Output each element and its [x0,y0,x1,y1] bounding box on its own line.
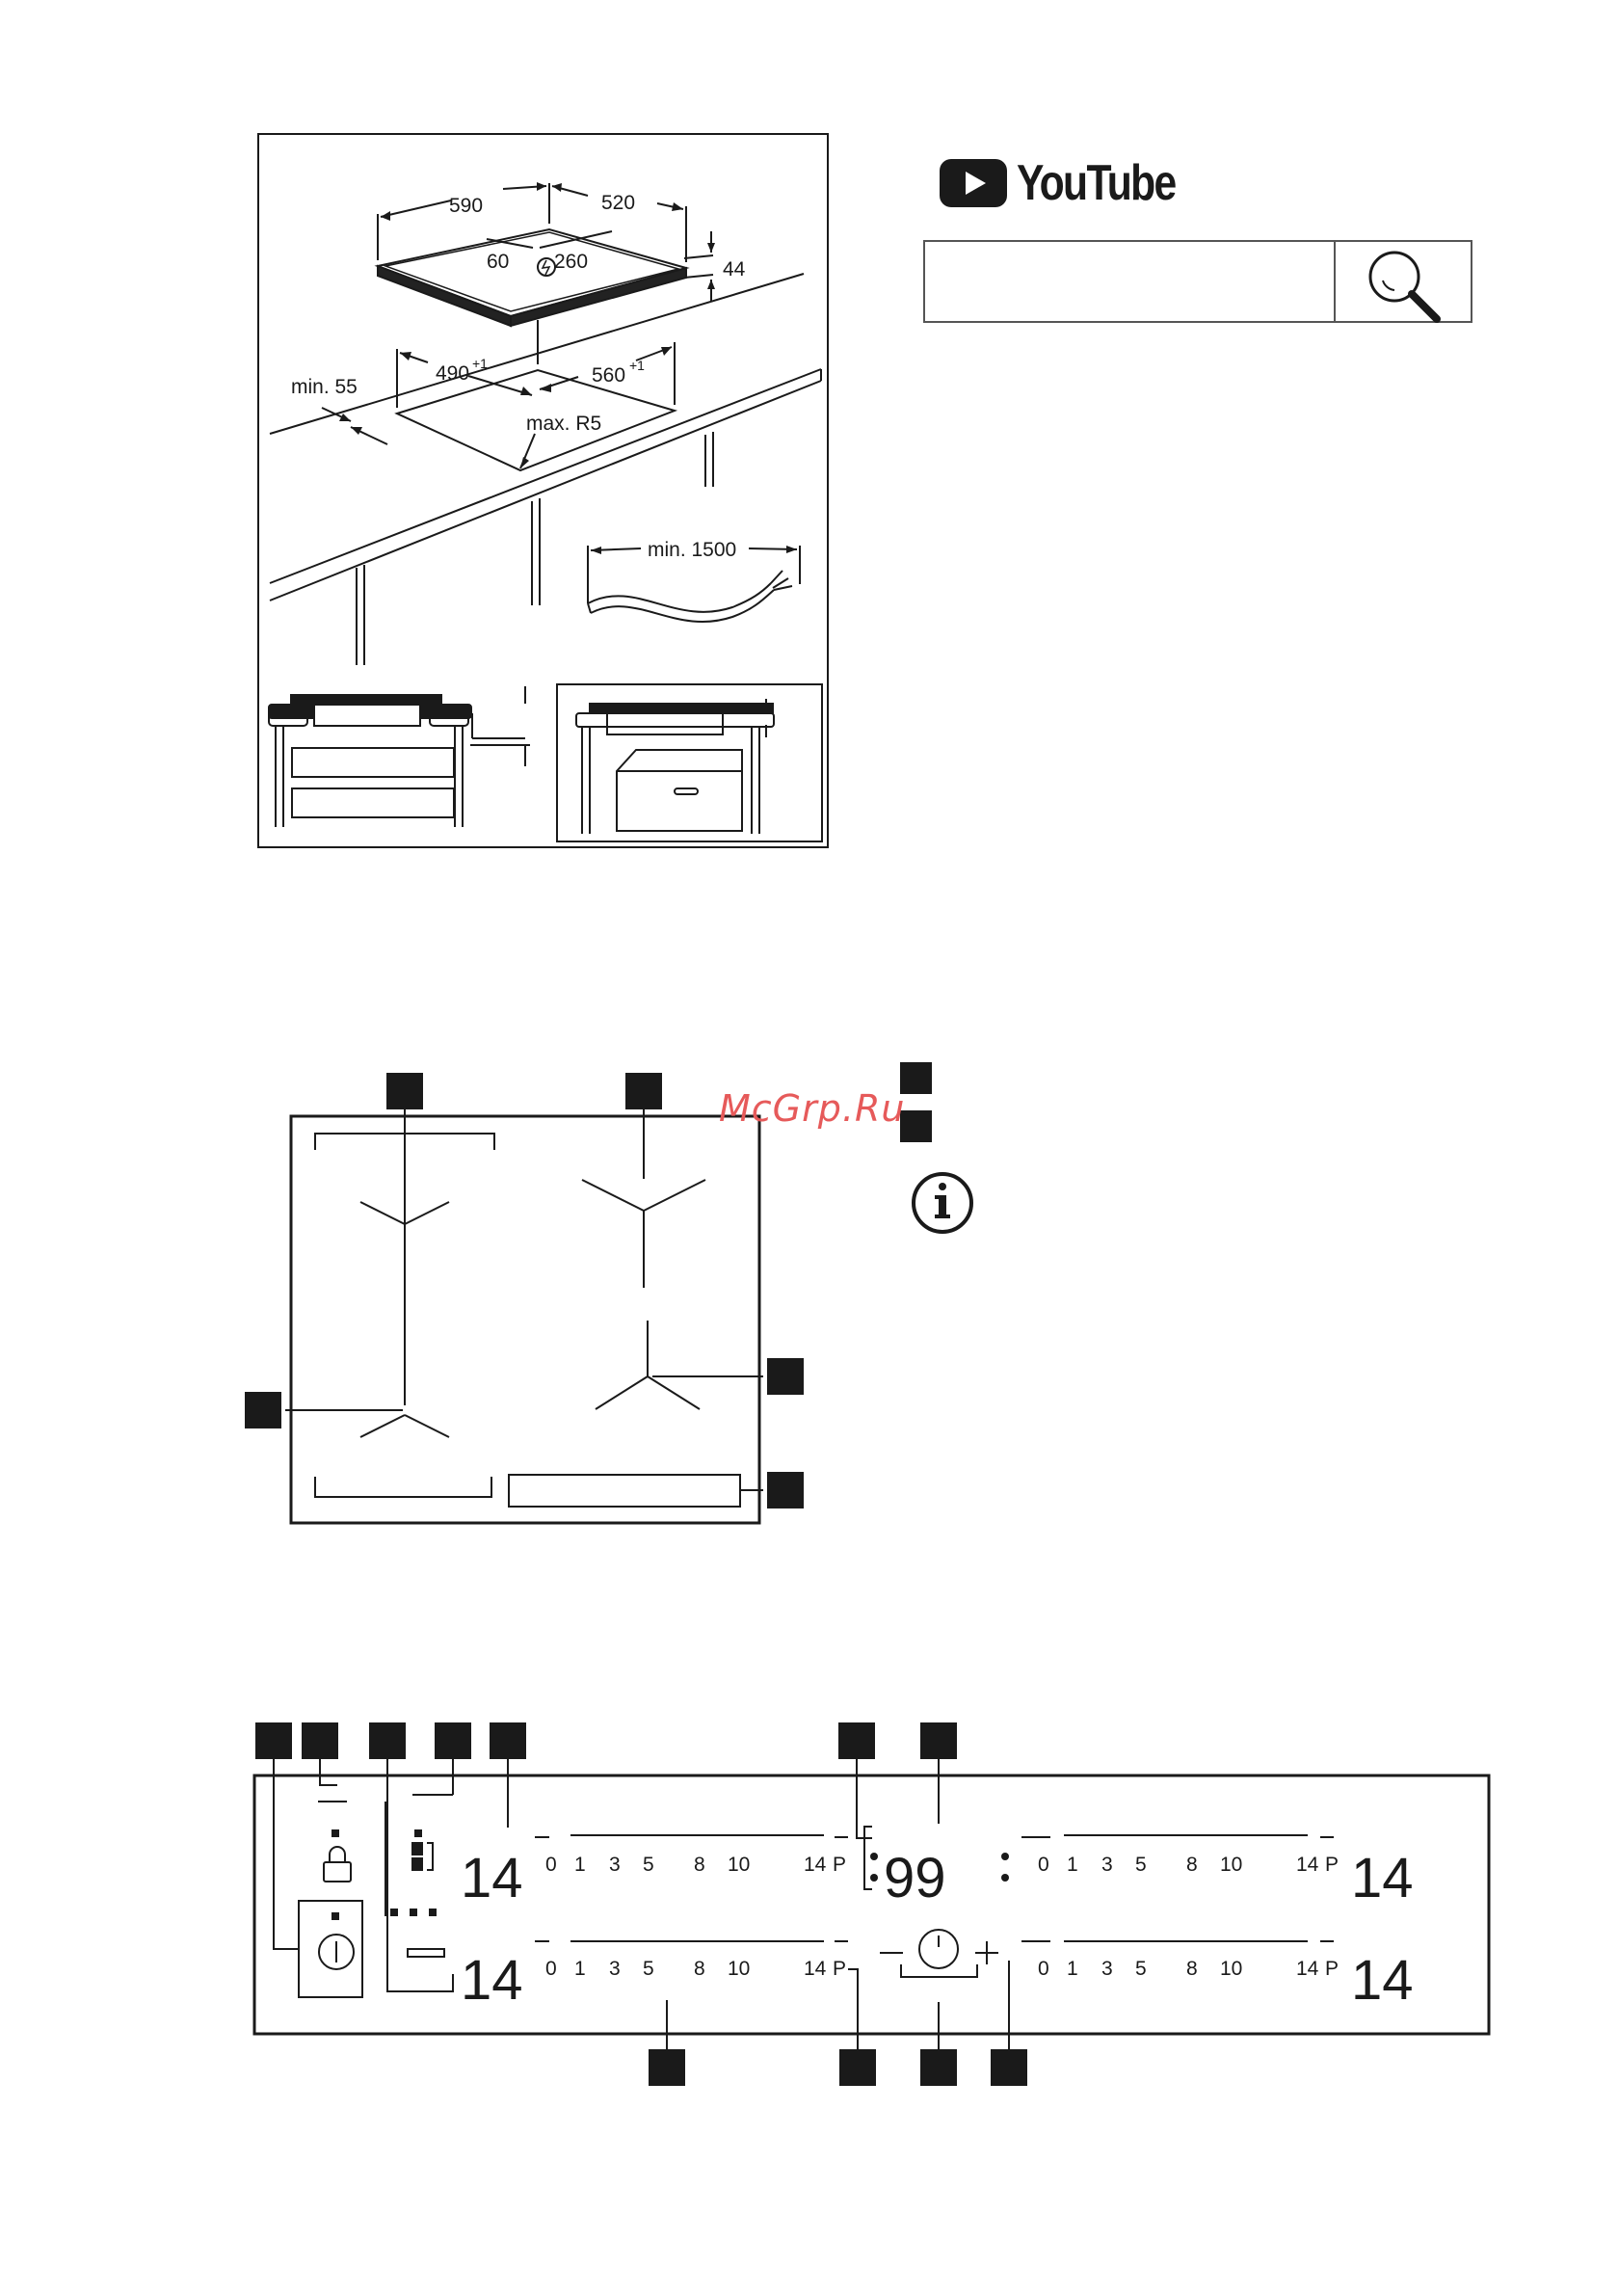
scale-label[interactable]: 8 [1186,1958,1198,1980]
timer-display: 99 [884,1847,946,1909]
scale-label[interactable]: 14 [804,1958,827,1980]
search-box [923,240,1472,323]
scale-label[interactable]: 10 [728,1958,751,1980]
info-icon [914,1174,971,1232]
panel-callout-3 [369,1722,406,1759]
power-display-tr: 14 [1351,1847,1414,1909]
scale-label[interactable]: 3 [609,1958,621,1980]
cutout-depth: 560 [592,364,626,387]
dim-60: 60 [487,251,510,273]
callout-4 [767,1358,804,1395]
scale-label[interactable]: P [1325,1958,1339,1980]
scale-label[interactable]: 0 [545,1958,557,1980]
cutout-width: 490 [436,362,470,385]
scale-label[interactable]: 10 [1220,1958,1243,1980]
panel-callout-1 [255,1722,292,1759]
panel-callout-9 [839,2049,876,2086]
youtube-play-icon [940,159,1007,207]
dim-width: 590 [449,195,484,217]
scale-label[interactable]: 8 [694,1958,705,1980]
power-display-br: 14 [1351,1949,1414,2012]
scale-label[interactable]: 1 [1067,1958,1078,1980]
scale-label[interactable]: 3 [1101,1854,1113,1876]
cutout-width-sup: +1 [472,356,488,371]
cutout-depth-sup: +1 [629,358,645,373]
scale-label[interactable]: 1 [574,1958,586,1980]
scale-label[interactable]: 8 [1186,1854,1198,1876]
scale-label[interactable]: 3 [1101,1958,1113,1980]
dim-260: 260 [554,251,589,273]
panel-callout-8 [649,2049,685,2086]
dim-depth: 520 [601,192,636,214]
panel-callout-2 [302,1722,338,1759]
watermark: McGrp.Ru [719,1087,906,1130]
scale-label[interactable]: P [833,1958,847,1980]
hob-illustration [378,183,713,326]
scale-label[interactable]: 14 [1296,1854,1319,1876]
panel-callout-5 [490,1722,526,1759]
scale-label[interactable]: 0 [1038,1958,1049,1980]
scale-label[interactable]: P [1325,1854,1339,1876]
panel-callout-6 [838,1722,875,1759]
scale-label[interactable]: 0 [1038,1854,1049,1876]
search-input[interactable] [925,242,1334,321]
youtube-logo [940,154,1210,212]
panel-callout-4 [435,1722,471,1759]
scale-label[interactable]: 5 [1135,1854,1147,1876]
power-display-tl: 14 [461,1847,523,1909]
scale-label[interactable]: 14 [1296,1958,1319,1980]
panel-callout-11 [991,2049,1027,2086]
min-edge: min. 55 [291,376,358,398]
scale-label[interactable]: 5 [1135,1958,1147,1980]
scale-label[interactable]: 14 [804,1854,827,1876]
magnifier-icon [1350,240,1456,323]
max-radius: max. R5 [526,413,602,435]
scale-label[interactable]: 1 [574,1854,586,1876]
scale-label[interactable]: 5 [643,1958,654,1980]
callout-3 [245,1392,281,1428]
youtube-wordmark: YouTube [1017,155,1176,211]
scale-label[interactable]: 8 [694,1854,705,1876]
scale-label[interactable]: 10 [728,1854,751,1876]
scale-label[interactable]: 3 [609,1854,621,1876]
scale-label[interactable]: 1 [1067,1854,1078,1876]
callout-2 [625,1073,662,1109]
dim-height: 44 [723,258,746,280]
callout-5 [767,1472,804,1508]
scale-label[interactable]: 10 [1220,1854,1243,1876]
callout-1 [386,1073,423,1109]
scale-label[interactable]: 0 [545,1854,557,1876]
panel-callout-7 [920,1722,957,1759]
scale-label[interactable]: P [833,1854,847,1876]
power-display-bl: 14 [461,1949,523,2012]
scale-label[interactable]: 5 [643,1854,654,1876]
cable-min: min. 1500 [648,539,737,561]
panel-callout-10 [920,2049,957,2086]
search-button[interactable] [1334,242,1471,321]
